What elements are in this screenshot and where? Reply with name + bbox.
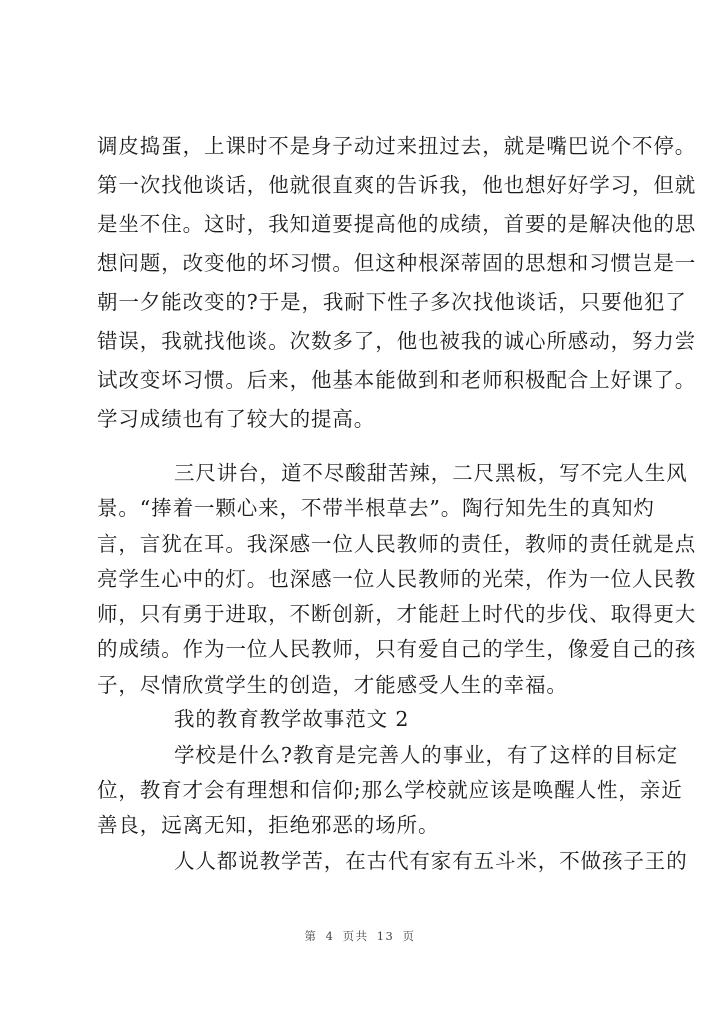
body-line: 言，言犹在耳。我深感一位人民教师的责任，教师的责任就是点 [97,532,697,556]
body-line: 是坐不住。这时，我知道要提高他的成绩，首要的是解决他的思 [97,212,697,236]
body-line: 想问题，改变他的坏习惯。但这种根深蒂固的思想和习惯岂是一 [97,251,697,275]
body-line: 善良，远离无知，拒绝邪恶的场所。 [97,813,440,837]
body-line: 亮学生心中的灯。也深感一位人民教师的光荣，作为一位人民教 [97,567,697,591]
body-line: 景。“捧着一颗心来，不带半根草去”。陶行知先生的真知灼 [97,496,655,520]
body-line: 子，尽情欣赏学生的创造，才能感受人生的幸福。 [97,673,568,697]
paragraph-start: 三尺讲台，道不尽酸甜苦辣，二尺黑板，写不完人生风 [174,461,688,485]
page-footer: 第 4 页共 13 页 [304,929,416,943]
body-line: 调皮捣蛋，上课时不是身子动过来扭过去，就是嘴巴说个不停。 [97,134,697,158]
body-line: 的成绩。作为一位人民教师，只有爱自己的学生，像爱自己的孩 [97,637,697,661]
section-heading: 我的教育教学故事范文 2 [174,707,410,731]
paragraph-start: 人人都说教学苦，在古代有家有五斗米，不做孩子王的 [174,849,688,873]
body-line: 朝一夕能改变的?于是，我耐下性子多次找他谈话，只要他犯了 [97,290,687,314]
body-line: 位，教育才会有理想和信仰;那么学校就应该是唤醒人性，亲近 [97,778,683,802]
body-line: 师，只有勇于进取，不断创新，才能赶上时代的步伐、取得更大 [97,602,697,626]
body-line: 试改变坏习惯。后来，他基本能做到和老师积极配合上好课了。 [97,368,697,392]
body-line: 学习成绩也有了较大的提高。 [97,407,376,431]
body-line: 错误，我就找他谈。次数多了，他也被我的诚心所感动，努力尝 [97,329,697,353]
body-line: 第一次找他谈话，他就很直爽的告诉我，他也想好好学习，但就 [97,173,697,197]
paragraph-start: 学校是什么?教育是完善人的事业，有了这样的目标定 [174,743,679,767]
